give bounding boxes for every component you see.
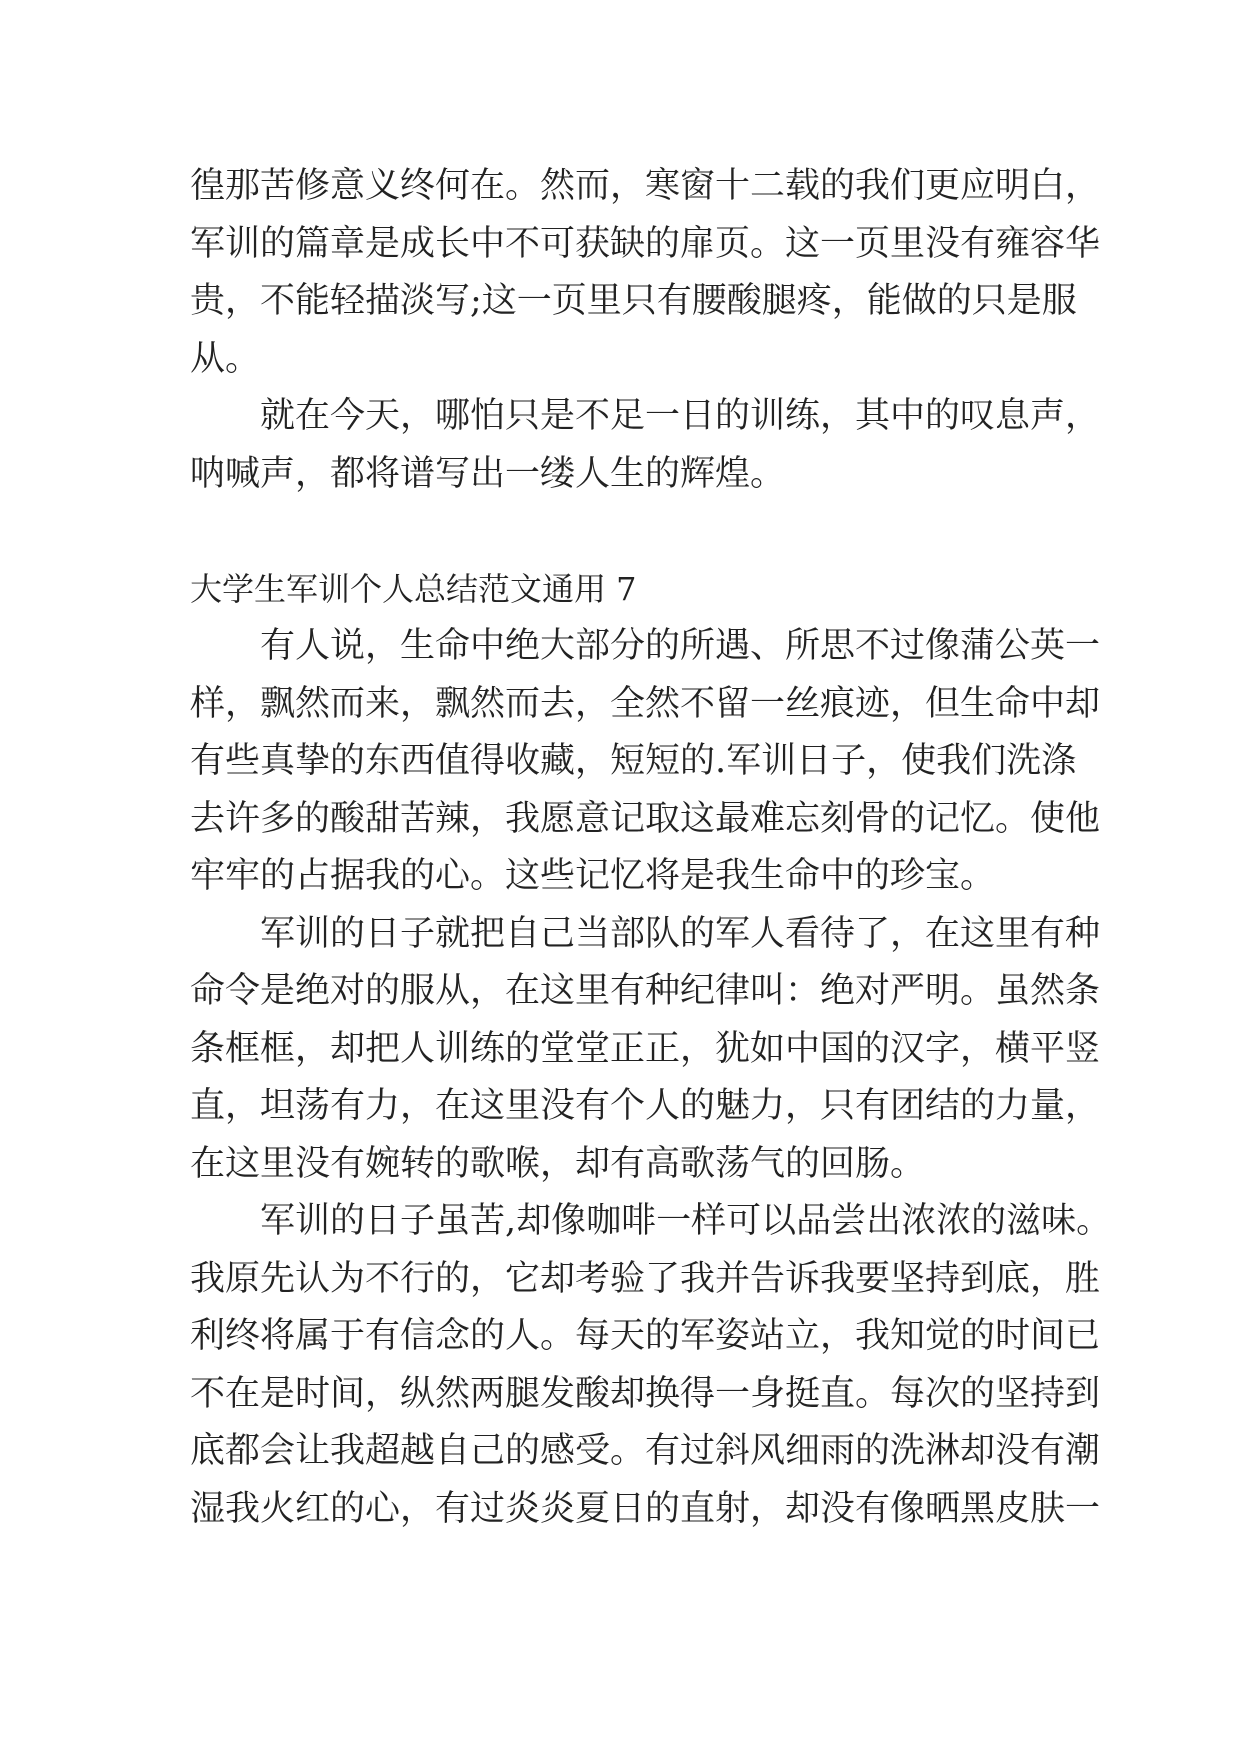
text-line: 呐喊声，都将谱写出一缕人生的辉煌。 xyxy=(190,453,786,494)
text-line: 不在是时间，纵然两腿发酸却换得一身挺直。每次的坚持到 xyxy=(190,1373,1101,1414)
text-line: 湿我火红的心，有过炎炎夏日的直射，却没有像晒黑皮肤一 xyxy=(190,1488,1101,1529)
text-line: 贵，不能轻描淡写;这一页里只有腰酸腿疼，能做的只是服 xyxy=(190,281,1077,321)
text-line: 在这里没有婉转的歌喉，却有高歌荡气的回肠。 xyxy=(190,1143,926,1184)
paragraph xyxy=(190,388,1101,503)
text-line: 条框框，却把人训练的堂堂正正，犹如中国的汉字，横平竖 xyxy=(190,1028,1101,1069)
paragraph xyxy=(190,618,1101,906)
paragraph-gap xyxy=(190,503,1070,561)
text-line: 我原先认为不行的，它却考验了我并告诉我要坚持到底，胜 xyxy=(190,1258,1101,1299)
text-line: 直，坦荡有力，在这里没有个人的魅力，只有团结的力量， xyxy=(190,1086,1101,1126)
text-line: 去许多的酸甜苦辣，我愿意记取这最难忘刻骨的记忆。使他 xyxy=(190,798,1101,839)
text-line: 徨那苦修意义终何在。然而，寒窗十二载的我们更应明白， xyxy=(190,166,1101,206)
text-line: 就在今天，哪怕只是不足一日的训练，其中的叹息声， xyxy=(260,396,1101,436)
paragraph xyxy=(190,158,1101,388)
paragraph xyxy=(190,906,1101,1194)
text-line: 军训的日子虽苦,却像咖啡一样可以品尝出浓浓的滋味。 xyxy=(260,1201,1112,1241)
text-line: 军训的篇章是成长中不可获缺的扉页。这一页里没有雍容华 xyxy=(190,223,1101,264)
text-line: 有人说，生命中绝大部分的所遇、所思不过像蒲公英一 xyxy=(260,626,1101,666)
text-line: 从。 xyxy=(190,338,261,379)
text-line: 有些真挚的东西值得收藏，短短的.军训日子，使我们洗涤 xyxy=(190,741,1077,781)
section-title: 大学生军训个人总结范文通用 7 xyxy=(190,569,637,608)
text-line: 样，飘然而来，飘然而去，全然不留一丝痕迹，但生命中却 xyxy=(190,683,1101,724)
document-body xyxy=(190,158,1112,1538)
text-line: 命令是绝对的服从，在这里有种纪律叫：绝对严明。虽然条 xyxy=(190,971,1101,1011)
paragraph xyxy=(190,1193,1112,1538)
text-line: 军训的日子就把自己当部队的军人看待了，在这里有种 xyxy=(260,913,1101,954)
text-line: 底都会让我超越自己的感受。有过斜风细雨的洗淋却没有潮 xyxy=(190,1431,1101,1471)
text-line: 牢牢的占据我的心。这些记忆将是我生命中的珍宝。 xyxy=(190,856,996,896)
text-line: 利终将属于有信念的人。每天的军姿站立，我知觉的时间已 xyxy=(190,1316,1101,1356)
